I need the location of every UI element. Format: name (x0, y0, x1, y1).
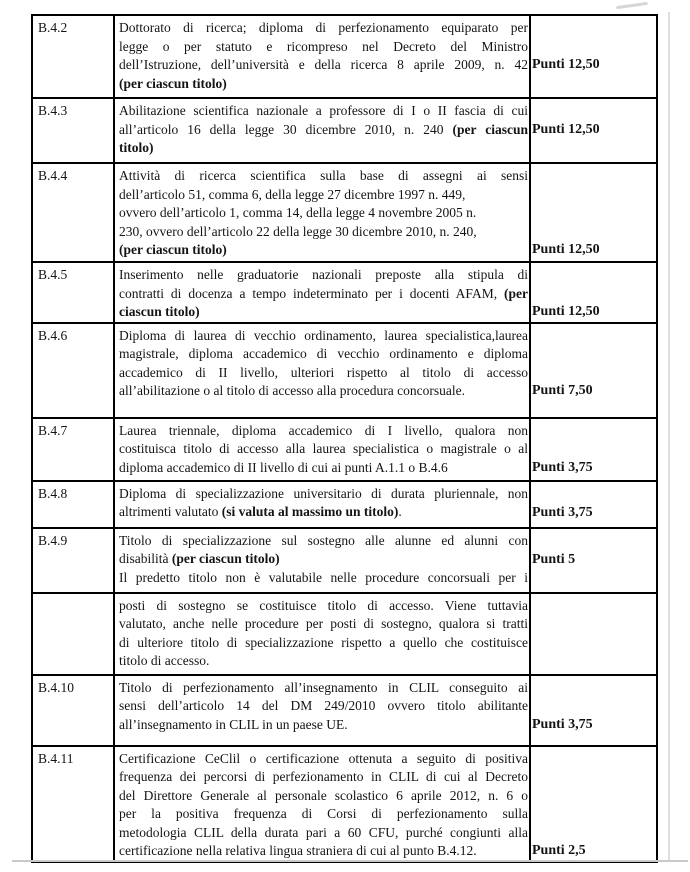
row-code: B.4.7 (33, 419, 115, 480)
row-description (115, 99, 531, 162)
text-line: magistrale, diploma accademico di vecchio ordinamento e diploma (119, 346, 528, 361)
table-row-b4-4 (33, 164, 656, 263)
row-code: B.4.9 (33, 529, 115, 592)
text-line: valutato, anche nelle procedure per posti di sostegno, qualora si tratti (119, 616, 528, 631)
row-description (115, 482, 531, 527)
row-code: B.4.6 (33, 324, 115, 417)
text-line: del Direttore Generale al personale scolastico 6 aprile 2012, n. 6 o (119, 787, 528, 803)
row-description (115, 324, 531, 417)
table-row-b4-6 (33, 324, 656, 419)
text-line: costituisca titolo di accesso alla laurea specialistica o magistrale o al (119, 441, 528, 456)
text-line: di ulteriore titolo di specializzazione rispetto a quello che costituisce (119, 634, 528, 650)
text-line: Laurea triennale, diploma accademico di I livello, qualora non (119, 422, 528, 438)
text-line: Dottorato di ricerca; diploma di perfezionamento equiparato per (119, 20, 528, 35)
row-description (115, 676, 531, 745)
row-code: B.4.8 (33, 482, 115, 527)
text-line: Titolo di perfezionamento all’insegnamento in CLIL conseguito ai (119, 679, 528, 695)
text-line: sensi dell’articolo 14 del DM 249/2010 ovvero titolo abilitante (119, 698, 528, 713)
row-points: Punti 7,50 (532, 382, 593, 398)
row-points: Punti 3,75 (532, 459, 593, 475)
table-row-b4-3 (33, 99, 656, 164)
text-line: Certificazione CeClil o certificazione ottenuta a seguito di positiva (119, 750, 528, 766)
row-description (115, 529, 531, 592)
text-line: (per ciascun titolo) (119, 75, 227, 91)
table-row-b4-9 (33, 529, 656, 594)
row-points: Punti 5 (532, 551, 576, 567)
table-row-b4-2 (33, 16, 656, 99)
row-description (115, 164, 531, 261)
table-row-b4-11 (33, 747, 656, 861)
text-line: ciascun titolo) (119, 304, 200, 319)
text-line: Attività di ricerca scientifica sulla base di assegni ai sensi (119, 168, 528, 183)
text-line: Titolo di specializzazione sul sostegno alle alunne ed alunni con (119, 532, 528, 548)
text-line: dell’articolo 51, comma 6, della legge 27 dicembre 1997 n. 449, (119, 186, 466, 202)
row-points: Punti 12,50 (532, 57, 600, 72)
text-line: diploma accademico di II livello di cui ai punti A.1.1 o B.4.6 (119, 459, 448, 475)
text-line: certificazione nella relativa lingua straniera di cui al punto B.4.12. (119, 843, 477, 858)
text-line: (per ciascun titolo) (119, 242, 227, 257)
row-description (115, 16, 531, 97)
text-line: ovvero dell’articolo 1, comma 14, della legge 4 novembre 2005 n. (119, 205, 477, 220)
row-code: B.4.11 (33, 747, 115, 861)
row-points: Punti 3,75 (532, 504, 593, 520)
text-line: 230, ovvero dell’articolo 22 della legge 30 dicembre 2010, n. 240, (119, 223, 477, 239)
text-line: all’insegnamento in CLIL in un paese UE. (119, 716, 348, 732)
table-row-b4-7 (33, 419, 656, 482)
row-code: B.4.10 (33, 676, 115, 745)
text-line: disabilità (per ciascun titolo) (119, 551, 280, 566)
row-description (115, 747, 531, 861)
row-description (115, 263, 531, 322)
row-code: B.4.4 (33, 164, 115, 261)
row-points: Punti 12,50 (532, 304, 600, 319)
row-description (115, 419, 531, 480)
text-line: posti di sostegno se costituisce titolo di accesso. Viene tuttavia (119, 597, 528, 613)
text-line: Il predetto titolo non è valutabile nelle procedure concorsuali per i (119, 569, 528, 585)
text-line: altrimenti valutato (si valuta al massimo un titolo). (119, 504, 402, 519)
text-line: per la positiva frequenza di Corsi di perfezionamento sulla (119, 806, 528, 821)
row-points: Punti 12,50 (532, 122, 600, 137)
text-line: contratti di docenza a tempo indeterminato per i docenti AFAM, (per (119, 285, 528, 301)
text-line: accademico di II livello, ulteriori rispetto al titolo di accesso (119, 364, 528, 380)
page-shadow-bottom (12, 860, 688, 862)
text-line: all’articolo 16 della legge 30 dicembre 2010, n. 240 (per ciascun (119, 121, 528, 137)
row-code: B.4.5 (33, 263, 115, 322)
table-row-b4-8 (33, 482, 656, 529)
row-points (531, 594, 656, 674)
row-points: Punti 2,5 (532, 842, 586, 858)
table-row-b4-9-continuation (33, 594, 656, 676)
text-line: Inserimento nelle graduatorie nazionali preposte alla stipula di (119, 267, 528, 282)
text-line: titolo) (119, 140, 154, 155)
text-line: Diploma di laurea di vecchio ordinamento, laurea specialistica,laurea (119, 327, 528, 343)
text-line: metodologia CLIL della durata pari a 60 CFU, purché congiunti alla (119, 824, 528, 840)
table-row-b4-10 (33, 676, 656, 747)
table-row-b4-5 (33, 263, 656, 324)
page-shadow-right (668, 12, 670, 860)
row-points: Punti 3,75 (532, 716, 593, 732)
row-description (115, 594, 531, 674)
qualification-scoring-table (31, 14, 658, 863)
text-line: Abilitazione scientifica nazionale a professore di I o II fascia di cui (119, 103, 528, 118)
scan-artifact (616, 2, 648, 9)
text-line: frequenza dei percorsi di perfezionamento in CLIL di cui al Decreto (119, 769, 528, 784)
text-line: dell’Istruzione, dell’università e della ricerca 8 aprile 2009, n. 42 (119, 57, 528, 72)
text-line: titolo di accesso. (119, 653, 210, 668)
text-line: all’abilitazione o al titolo di accesso alla procedura concorsuale. (119, 383, 465, 398)
row-points: Punti 12,50 (532, 242, 600, 257)
row-code: B.4.2 (33, 16, 115, 97)
row-code: B.4.3 (33, 99, 115, 162)
text-line: Diploma di specializzazione universitario di durata pluriennale, non (119, 485, 528, 501)
text-line: legge o per statuto e ricompreso nel Decreto del Ministro (119, 38, 528, 54)
row-code (33, 594, 115, 674)
